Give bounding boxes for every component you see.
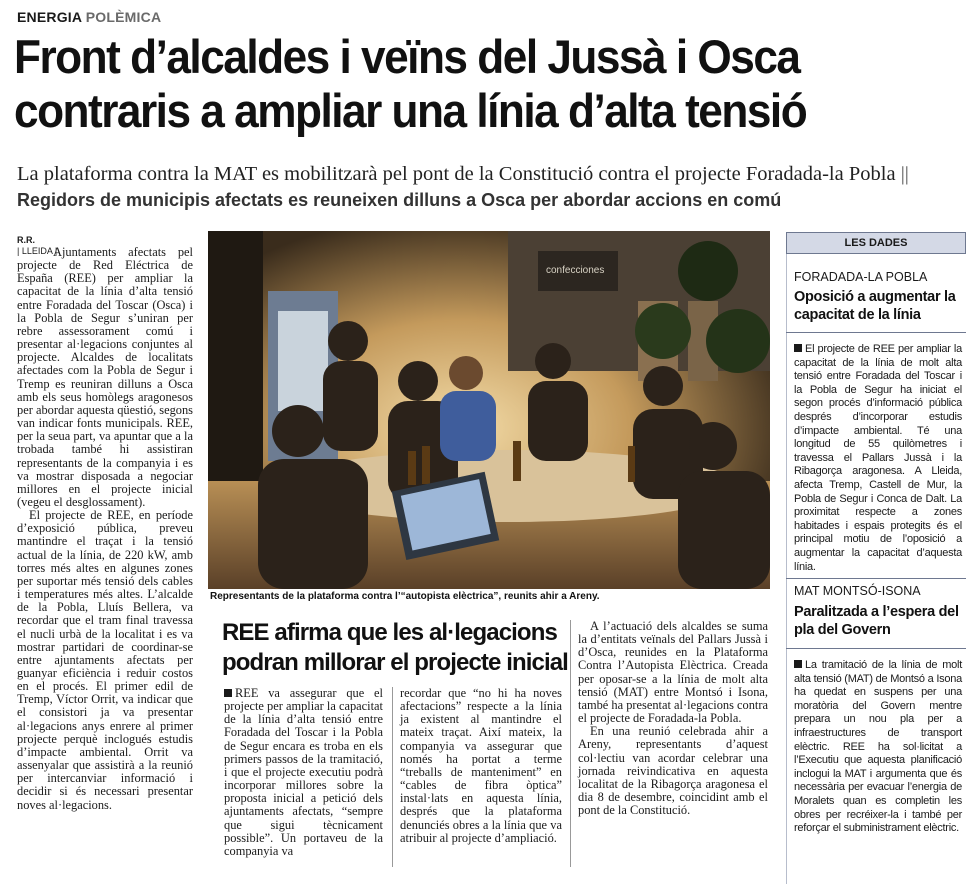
shop-sign-text: confecciones	[546, 265, 605, 276]
sidebar-block-2-text-wrap	[794, 659, 962, 836]
sidebar-block-1-title: Oposició a augmentar la capacitat de la línia	[794, 289, 956, 323]
sidebar-block-1-label: FORADADA-LA POBLA	[794, 270, 928, 284]
sidebar-block-1-text: El projecte de REE per ampliar la capacitat de la línia de molt alta tensió entre Foradada del Toscar i la Pobla de Segur ha iniciat el segon procés d’informació pública després d’incorporar estudis d’impacte ambiental. Té una longitud de 55 quilòmetres i travessa el Pallars Jussà i la Ribagorça aragonesa. A Lleida, afecta Tremp, Castell de Mur, la Pobla de Segur i Conca de Dalt. La proximitat respecte a zones habitades i espais protegits és el principal motiu de l’oposició a augmentar la capacitat d’aquesta línia.	[794, 343, 962, 573]
sidebar-border	[786, 254, 787, 884]
sidebar-block-1-text-wrap	[794, 343, 962, 574]
bullet-square-icon	[794, 344, 802, 352]
second-article-text-4: En una reunió celebrada ahir a Areny, representants d’aquest col·lectiu van acordar celebrar una jornada reivindicativa en aquesta localitat de la Ribagorça aragonesa el dia 8 de desembre, coincidint amb el pont de la Constitució.	[578, 724, 768, 818]
section-tag	[17, 9, 161, 25]
subheadline	[17, 161, 965, 213]
byline-location: | LLEIDA |	[17, 246, 58, 256]
sidebar-block-2-text: La tramitació de la línia de molt alta tensió (MAT) de Montsó a Isona ha quedat en suspens per una moratòria del Govern mentre prepara un nou pla per a infraestructures de transport elèctric. REE ha sol·licitat a l’Executiu que aquesta planificació inclogui la MAT i argumenta que és necessària per evacuar l’energia de Moralets quan es completin les obres per recréixer-la i també per reforçar el subministrament elèctric.	[794, 659, 962, 835]
main-paragraph-1: Ajuntaments afectats pel projecte de Red Eléctrica de España (REE) per ampliar la capacitat de la línia d’alta tensió entre Foradada del Toscar (Osca) i la Pobla de Segur s’uniran per rebre assessorament comú i presentar al·legacions conjuntes al projecte. Alcaldes de localitats afectades com la Pobla de Segur i Tremp es reuniran dilluns a Osca amb els seus homòlegs aragonesos per abordar aquesta qüestió, segons van indicar fonts municipals. REE, per la seua part, va apuntar que a la trobada també hi assistiran representants de la companyia i es va mostrar disposada a negociar millores en el projecte inicial (vegeu el desglossament).	[17, 245, 193, 509]
main-article-column	[17, 246, 193, 812]
second-article-column-2	[400, 687, 562, 845]
column-divider	[392, 687, 393, 867]
sidebar-rule	[786, 648, 966, 649]
section-label: ENERGIA	[17, 9, 82, 25]
second-article-column-1	[224, 687, 383, 858]
second-article-text-3: A l’actuació dels alcaldes se suma la d’entitats veïnals del Pallars Jussà i d’Osca, reunides en la Plataforma Contra l’Autopista Elèctrica. Creada per oposar-se a la línia de molt alta tensió (MAT) entre Montsó i Isona, també ha presentat al·legacions contra el projecte de Foradada-la Pobla.	[578, 619, 768, 726]
main-paragraph-2: El projecte de REE, en període d’exposició pública, preveu mantindre el traçat i la tensió actual de la línia, de 220 kW, amb torres més altes en algunes zones per suportar més tensió dels cables i temperatures més altes. L’alcalde de la Pobla, Lluís Bellera, va recordar que el tram final travessa el nucli urbà de la localitat i es va mostrar partidari de coordinar-se entre ajuntaments afectats per guanyar eficiència i reduir costos en el procés. El primer edil de Tremp, Víctor Orrit, va indicar que el consistori ja va presentar al·legacions anys enrere al primer projecte perquè inclogués estudis d’impacte ambiental. Orrit va assenyalar que assistirà a la reunió per intercanviar informació i decidir si és necessari presentar noves al·legacions.	[17, 508, 193, 812]
headline-line-2: contraris a ampliar una línia d’alta tensió	[14, 84, 807, 137]
bullet-square-icon	[794, 660, 802, 668]
subhead-lead: La plataforma contra la MAT es mobilitzarà pel pont de la Constitució contra el projecte Foradada-la Pobla	[17, 163, 896, 185]
headline	[14, 30, 912, 138]
second-article-text-2: recordar que “no hi ha noves afectacions” respecte a la línia ja existent al mantindre el mateix traçat. Així mateix, la companyia va assegurar que només ha portat a terme “treballs de manteniment” en “cables de fibra òptica” instal·lats en aquesta línia, després que la plataforma denunciés obres a la línia que va atribuir al projecte d’ampliació.	[400, 686, 562, 845]
sidebar-block-2-title: Paralitzada a l’espera del pla del Govern	[794, 604, 959, 638]
second-article-column-3	[578, 620, 768, 817]
byline-author: R.R.	[17, 235, 35, 245]
column-divider	[570, 620, 571, 867]
article-photo	[208, 231, 770, 589]
bullet-square-icon	[224, 689, 232, 697]
meeting-photo-illustration	[208, 231, 770, 589]
subhead-separator: ||	[900, 163, 909, 185]
headline-line-1: Front d’alcaldes i veïns del Jussà i Osca	[14, 30, 800, 83]
section-sublabel: POLÈMICA	[85, 9, 162, 25]
sidebar-rule	[786, 332, 966, 333]
sidebar-rule	[786, 578, 966, 579]
sidebar-header: LES DADES	[786, 232, 966, 254]
second-article-text-1: REE va assegurar que el projecte per ampliar la capacitat de la línia d’alta tensió entre Foradada del Toscar i la Pobla de Segur encara es troba en els primers passos de la tramitació, i que el projecte executiu podrà incorporar millores sobre la proposta inicial a petició dels ajuntaments afectats, “sempre que sigui tècnicament possible”. Un portaveu de la companyia va	[224, 686, 383, 858]
subhead-second: Regidors de municipis afectats es reuneixen dilluns a Osca per abordar accions en comú	[17, 190, 782, 210]
sidebar-block-2-label: MAT MONTSÓ-ISONA	[794, 584, 921, 598]
facts-sidebar	[786, 232, 966, 882]
photo-caption: Representants de la plataforma contra l’“autopista elèctrica”, reunits ahir a Areny.	[210, 591, 600, 602]
second-article-title: REE afirma que les al·legacions podran millorar el projecte inicial	[222, 619, 568, 676]
